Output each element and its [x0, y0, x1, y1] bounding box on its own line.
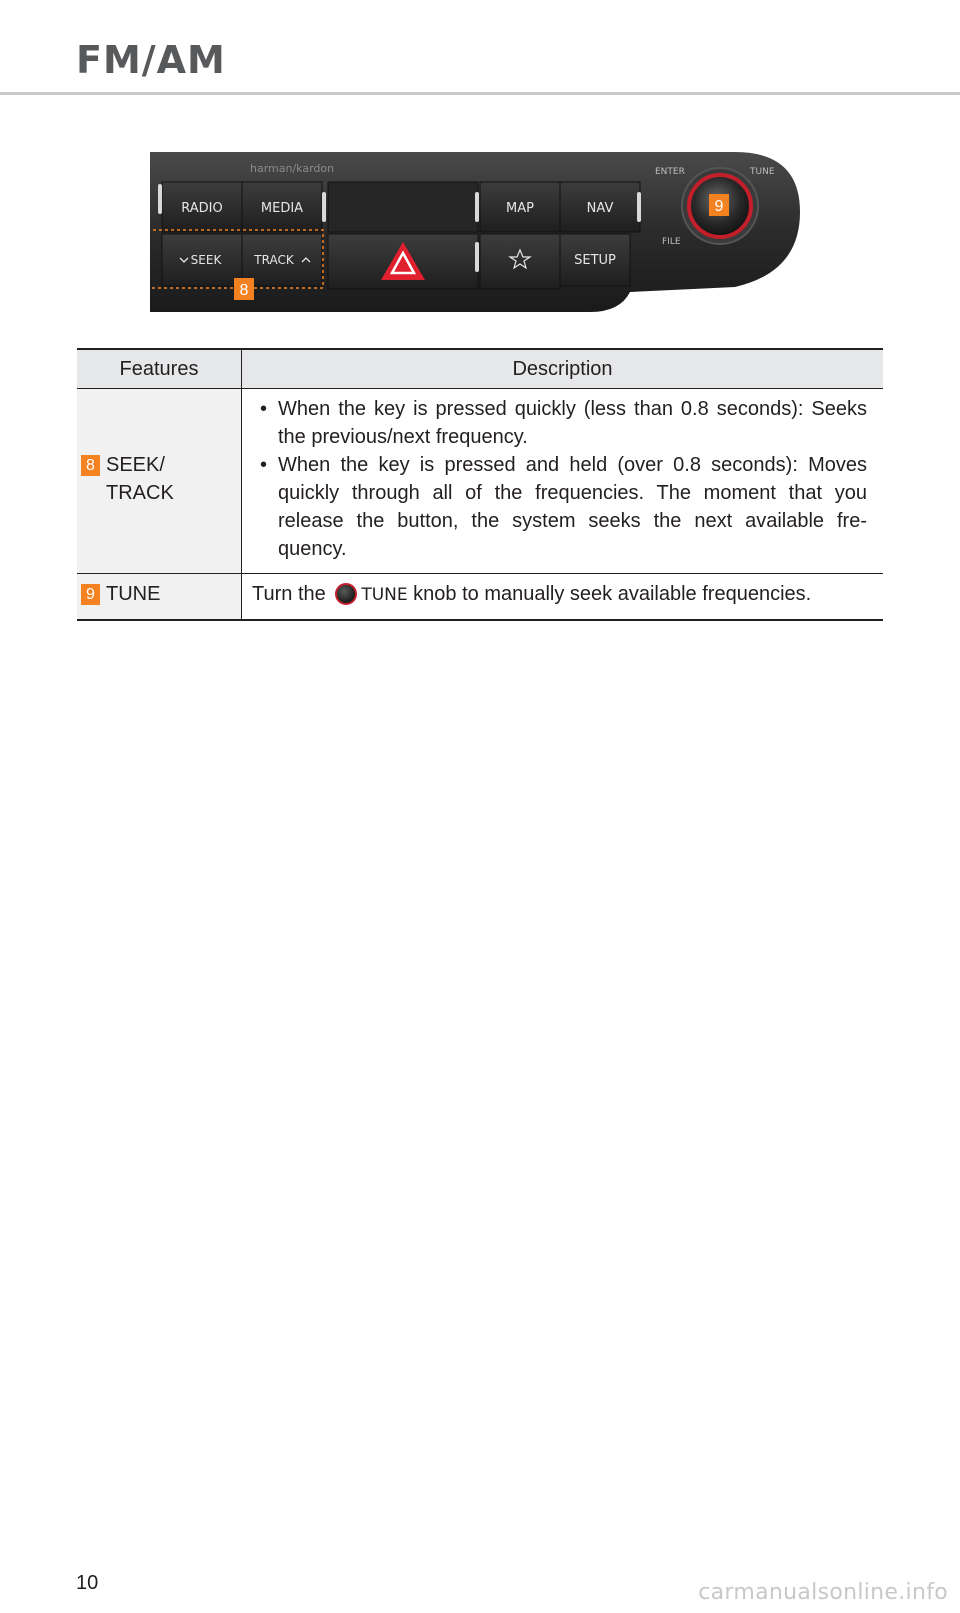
track-button-label: TRACK [254, 253, 294, 267]
badge-8: 8 [81, 455, 100, 476]
bullet-text: When the key is pressed and held (over 0.8 seconds): Moves quickly through all of the frequencies. The moment that you release the button, the system seeks the next available fre-quency. [278, 454, 867, 560]
hazard-button[interactable] [328, 234, 478, 289]
list-item [252, 395, 867, 451]
setup-button-label: SETUP [574, 253, 616, 268]
favorite-button[interactable] [480, 234, 560, 289]
features-table [77, 348, 883, 621]
description-list [252, 395, 867, 563]
bullet-icon: • [260, 454, 268, 476]
seek-button[interactable] [162, 234, 242, 286]
callout-9-number: 9 [714, 198, 724, 215]
feature-cell [77, 574, 242, 621]
table-header-row [77, 349, 883, 389]
callout-8-number: 8 [239, 282, 249, 299]
list-item [252, 451, 867, 563]
feature-label: SEEK/ TRACK [106, 454, 174, 504]
table-row [77, 574, 883, 621]
callout-9 [709, 194, 729, 216]
badge-9: 9 [81, 584, 100, 605]
tune-label: TUNE [750, 167, 775, 177]
table-row [77, 389, 883, 574]
feature-cell [77, 389, 242, 574]
header-features: Features [77, 349, 242, 389]
nav-button-label: NAV [586, 201, 614, 216]
enter-label: ENTER [655, 167, 685, 177]
tune-knob-icon [335, 583, 357, 605]
description-cell [242, 574, 884, 621]
header-description: Description [242, 349, 884, 389]
media-button[interactable] [242, 182, 322, 232]
tune-word: TUNE [361, 585, 408, 605]
tune-desc-after: knob to manually seek available frequencies. [413, 583, 812, 605]
setup-button[interactable] [560, 234, 630, 286]
page-title: FM/AM [76, 38, 226, 82]
title-divider [0, 92, 960, 95]
control-panel-illustration [150, 152, 810, 322]
radio-button[interactable] [162, 182, 242, 232]
feature-label: TUNE [106, 583, 161, 605]
tune-desc-before: Turn the [252, 583, 326, 605]
media-button-label: MEDIA [260, 201, 304, 216]
file-label: FILE [662, 237, 681, 247]
nav-button[interactable] [560, 182, 640, 232]
description-cell [242, 389, 884, 574]
radio-button-label: RADIO [181, 201, 223, 216]
cd-slot [328, 182, 478, 232]
map-button[interactable] [480, 182, 560, 232]
callout-8 [234, 278, 254, 300]
map-button-label: MAP [506, 201, 534, 216]
watermark: carmanualsonline.info [698, 1580, 948, 1605]
page-number: 10 [76, 1572, 99, 1594]
bullet-icon: • [260, 398, 268, 420]
brand-text: harman/kardon [250, 162, 335, 175]
seek-button-label: SEEK [190, 253, 222, 267]
bullet-text: When the key is pressed quickly (less than 0.8 seconds): Seeks the previous/next frequency. [278, 398, 867, 448]
